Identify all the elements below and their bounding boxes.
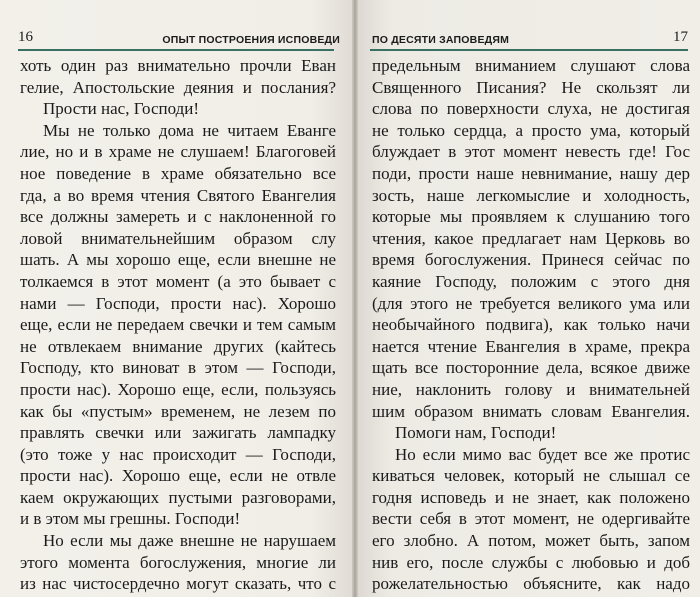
text-line: ное поведение в храме обязательно все [20,163,336,183]
text-line: его злобно. А потом, может быть, запом [372,531,690,551]
right-header-rule [370,49,688,51]
text-line: из нас чистосердечно могут сказать, что с [20,574,336,594]
text-line: Господу, кто виноват в этом — Господи, [20,358,336,378]
text-line: лие, но и в храме не слушаем! Благоговей [20,142,336,162]
text-line: все должны замереть и с наклоненной го [20,207,336,227]
text-line: нив его, после службы с любовью и доб [372,552,690,572]
text-line: Помоги нам, Господи! [395,423,557,443]
text-line: Но если мы даже внешне не нарушаем [43,531,336,551]
text-line: не только сердца, а просто ума, который [372,120,690,140]
text-line: ловой внимательнейшим образом слу [20,228,336,248]
text-line: нами — Господи, прости нас). Хорошо [20,293,336,313]
text-line: толкаемся в этот момент (а это бывает с [20,271,336,291]
text-line: время богослужения. Принеся сейчас по [372,250,690,270]
text-line: этого момента богослужения, многие ли [20,552,336,572]
right-page [358,0,700,597]
text-line: которые мы проявляем к слушанию того [372,207,690,227]
text-line: как бы «пустым» временем, не лезем по [20,401,336,421]
text-line: киваться человек, который не слышал се [372,466,690,486]
text-line: щать все посторонние дела, всякое движе [372,358,690,378]
text-line: еще, если не передаем свечки и тем самым [20,315,336,335]
right-page-header [372,26,688,46]
text-line: (для этого не требуется великого ума или [372,293,690,313]
text-line: блуждает в этот момент невесть где! Гос [372,142,690,162]
text-line: слова по поверхности слуха, не достигая [372,99,690,119]
text-line: каяние Господу, положим с этого дня [372,271,690,291]
text-line: каем окружающих пустыми разговорами, [20,487,336,507]
right-page-number: 17 [673,29,688,45]
right-running-title: ПО ДЕСЯТИ ЗАПОВЕДЯМ [372,34,510,46]
text-line: ние, наклонить голову и внимательней [372,379,690,399]
left-running-title: ОПЫТ ПОСТРОЕНИЯ ИСПОВЕДИ [162,34,340,46]
text-line: хоть один раз внимательно прочли Еван [20,56,336,75]
text-line: Священного Писания? Не скользят ли [372,77,690,97]
left-page-number: 16 [18,29,33,45]
text-line: Но если мимо вас будет все же протис [395,444,690,464]
text-line: чтения, какое предлагает нам Церковь во [372,228,690,248]
text-line: шать. А мы хорошо еще, если внешне не [20,250,336,270]
text-line: прости нас). Хорошо еще, если не отвле [20,466,336,486]
left-page-body [20,55,336,595]
text-line: шим образом внимать словам Евангелия. [372,401,690,421]
text-line: гелие, Апостольские деяния и послания? [20,77,336,97]
text-line: (это тоже у нас происходит — Господи, [20,444,336,464]
text-line: и в этом мы грешны. Господи! [20,509,241,529]
text-line: годня исповедь и не знает, как положено [372,487,690,507]
text-line: гда, а во время чтения Святого Евангелия [20,185,336,205]
text-line: вести себя в этот момент, не одергивайте [372,509,690,529]
text-line: поди, прости наше невнимание, нашу дер [372,163,690,183]
text-line: не отвлекаем внимание других (кайтесь [20,336,336,356]
text-line: рожелательностью объясните, как надо [372,574,690,594]
left-header-rule [18,49,334,51]
text-line: предельным вниманием слушают слова [372,56,690,75]
text-line: прости нас). Хорошо еще, если, пользуясь [20,379,336,399]
text-line: Мы не только дома не читаем Еванге [43,120,336,140]
left-page-header [18,26,340,46]
text-line: необычайного подвига), как только начи [372,315,690,335]
right-page-body [372,55,690,595]
text-line: зость, наше легкомыслие и холодность, [372,185,690,205]
text-line: нается чтение Евангелия в храме, прекра [372,336,690,356]
text-line: правлять свечки или зажигать лампадку [20,423,336,443]
text-line: Прости нас, Господи! [43,99,200,119]
